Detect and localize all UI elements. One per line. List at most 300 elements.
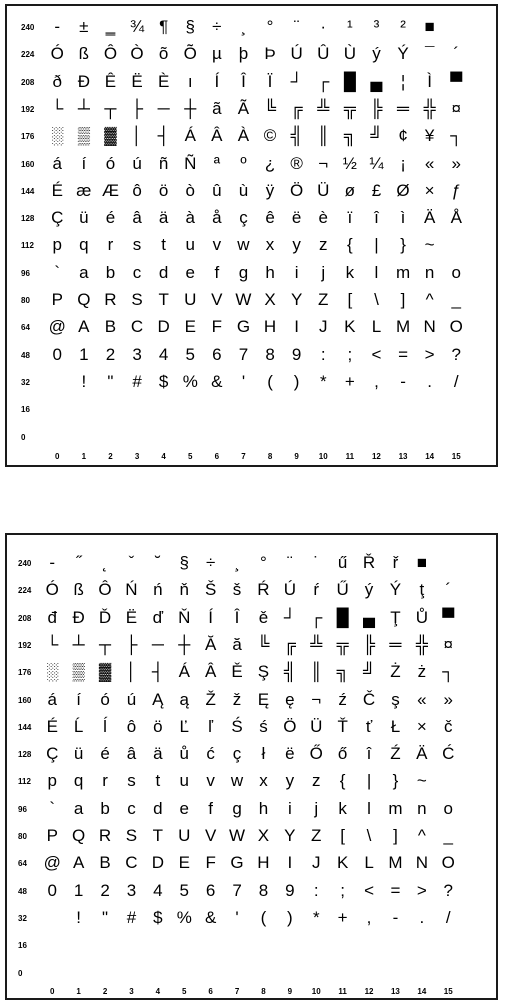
char-cell: Q bbox=[77, 290, 91, 309]
char-cell bbox=[177, 428, 204, 445]
char-cell: 3 bbox=[126, 880, 137, 900]
row-label: 176 bbox=[21, 132, 35, 142]
char-cell: q bbox=[73, 771, 84, 791]
char-cell: ò bbox=[185, 180, 195, 200]
char-cell: 6 bbox=[212, 344, 222, 364]
char-cell bbox=[443, 428, 470, 445]
char-cell: └ bbox=[51, 98, 64, 118]
char-cell: ╠ bbox=[370, 98, 383, 118]
char-cell: ô bbox=[132, 180, 142, 200]
char-cell: n bbox=[424, 262, 435, 282]
column-label: 15 bbox=[443, 987, 453, 996]
char-cell bbox=[44, 428, 71, 445]
char-cell: ▓ bbox=[98, 662, 112, 682]
char-cell: ¬ bbox=[311, 689, 322, 709]
char-cell: K bbox=[336, 853, 349, 873]
char-cell: À bbox=[237, 126, 250, 146]
char-cell: ù bbox=[238, 180, 249, 200]
char-cell: ╬ bbox=[423, 98, 436, 118]
char-cell: I bbox=[287, 853, 293, 873]
char-cell: č bbox=[444, 716, 453, 736]
char-cell: N bbox=[415, 853, 428, 873]
char-cell: } bbox=[392, 771, 399, 791]
char-cell bbox=[224, 964, 251, 981]
char-cell: ▓ bbox=[104, 126, 117, 146]
char-cell: ═ bbox=[389, 634, 402, 654]
row-label: 176 bbox=[18, 668, 32, 678]
char-cell: v bbox=[206, 771, 215, 791]
char-cell: § bbox=[179, 553, 189, 572]
char-cell: ¢ bbox=[398, 126, 408, 146]
char-cell: ╩ bbox=[310, 634, 323, 654]
char-cell: ■ bbox=[424, 17, 435, 36]
char-cell: Ń bbox=[125, 580, 138, 600]
char-cell: r bbox=[102, 771, 108, 791]
char-cell: ł bbox=[261, 744, 266, 764]
char-cell: ¯ bbox=[424, 44, 435, 64]
char-cell: ŕ bbox=[313, 580, 320, 600]
char-cell: ┼ bbox=[178, 634, 191, 654]
char-cell bbox=[283, 400, 310, 417]
char-cell: ┼ bbox=[184, 98, 197, 118]
char-cell bbox=[92, 964, 119, 981]
char-cell: X bbox=[257, 826, 270, 845]
char-cell: ¶ bbox=[159, 17, 169, 36]
char-cell: - bbox=[49, 553, 56, 572]
char-cell: i bbox=[287, 798, 292, 818]
char-cell: ┬ bbox=[99, 634, 112, 654]
char-cell: ╚ bbox=[257, 634, 270, 654]
row-label: 16 bbox=[21, 405, 30, 415]
char-cell: ë bbox=[291, 208, 302, 228]
char-cell: [ bbox=[340, 826, 345, 845]
char-cell bbox=[197, 936, 224, 953]
char-cell bbox=[443, 236, 470, 253]
char-cell: ú bbox=[132, 153, 142, 173]
char-cell: = bbox=[398, 344, 409, 364]
char-cell: B bbox=[99, 853, 111, 873]
char-cell: Â bbox=[204, 662, 217, 682]
char-cell: ą bbox=[179, 689, 189, 709]
char-cell bbox=[329, 964, 356, 981]
char-cell bbox=[277, 936, 304, 953]
char-cell: V bbox=[204, 826, 217, 845]
char-cell: ╩ bbox=[317, 98, 330, 118]
char-cell: ╠ bbox=[363, 634, 376, 654]
column-label: 9 bbox=[287, 987, 293, 996]
char-cell: Ę bbox=[257, 689, 270, 709]
char-cell: L bbox=[371, 317, 382, 337]
char-cell: R bbox=[104, 290, 117, 309]
char-cell: . bbox=[419, 907, 425, 927]
char-cell: ˇ bbox=[128, 553, 135, 572]
row-label: 0 bbox=[21, 432, 26, 442]
char-cell: ╣ bbox=[283, 662, 296, 682]
row-label: 208 bbox=[21, 77, 35, 87]
char-cell: < bbox=[364, 880, 375, 900]
char-cell: T bbox=[152, 826, 164, 845]
char-cell: 2 bbox=[105, 344, 116, 364]
char-cell: Æ bbox=[101, 180, 119, 200]
char-cell: y bbox=[292, 235, 301, 255]
char-cell: j bbox=[314, 798, 319, 818]
char-cell: đ bbox=[47, 607, 57, 627]
char-cell: ü bbox=[79, 208, 89, 228]
char-cell: Ç bbox=[51, 208, 64, 228]
char-cell: s bbox=[132, 235, 142, 255]
char-cell: « bbox=[417, 689, 427, 709]
row-label: 160 bbox=[21, 159, 35, 169]
char-cell: Ű bbox=[336, 580, 349, 600]
char-cell: > bbox=[416, 880, 427, 900]
char-cell: E bbox=[178, 853, 190, 873]
char-cell: i bbox=[294, 262, 299, 282]
column-label: 2 bbox=[102, 987, 108, 996]
char-cell: ż bbox=[417, 662, 427, 682]
char-cell: Ó bbox=[50, 44, 64, 64]
char-cell: m bbox=[395, 262, 411, 282]
char-cell: ° bbox=[260, 553, 267, 572]
char-cell: í bbox=[76, 689, 81, 709]
char-cell: Â bbox=[211, 126, 223, 146]
char-cell bbox=[171, 964, 198, 981]
char-cell: £ bbox=[371, 180, 382, 200]
char-cell: Đ bbox=[72, 607, 85, 627]
char-cell: ï bbox=[347, 208, 353, 228]
char-cell bbox=[124, 400, 151, 417]
char-cell: j bbox=[321, 262, 326, 282]
char-cell: ³ bbox=[373, 17, 380, 36]
char-cell bbox=[118, 936, 145, 953]
char-cell: ─ bbox=[151, 634, 164, 654]
char-cell: ) bbox=[287, 907, 293, 927]
char-cell: ð bbox=[52, 71, 62, 91]
char-cell bbox=[39, 964, 66, 981]
char-cell bbox=[435, 772, 462, 789]
char-cell: ╬ bbox=[415, 634, 428, 654]
char-cell: Ë bbox=[125, 607, 138, 627]
char-cell: @ bbox=[48, 317, 66, 337]
char-cell: Í bbox=[214, 71, 220, 91]
char-cell: e bbox=[185, 262, 195, 282]
char-cell bbox=[363, 400, 390, 417]
char-cell: ń bbox=[153, 580, 163, 600]
char-cell: ▄ bbox=[370, 71, 383, 91]
char-cell: O bbox=[441, 853, 455, 873]
column-label: 7 bbox=[234, 987, 240, 996]
char-cell: │ bbox=[126, 662, 137, 682]
char-cell: Ő bbox=[309, 744, 323, 764]
char-cell: = bbox=[390, 880, 401, 900]
char-cell: ű bbox=[337, 553, 348, 572]
char-cell: d bbox=[153, 798, 163, 818]
char-cell: O bbox=[449, 317, 463, 337]
char-cell: ß bbox=[73, 580, 84, 600]
char-cell: Y bbox=[290, 290, 303, 309]
char-cell: Š bbox=[204, 580, 217, 600]
char-cell: Ï bbox=[267, 71, 273, 91]
char-cell: Ť bbox=[337, 716, 348, 736]
char-cell: W bbox=[235, 290, 252, 309]
char-cell bbox=[204, 428, 231, 445]
char-cell: 8 bbox=[258, 880, 269, 900]
char-cell bbox=[443, 18, 470, 35]
char-cell: ć bbox=[206, 744, 215, 764]
char-cell: b bbox=[105, 262, 116, 282]
char-cell: ÷ bbox=[212, 17, 222, 36]
char-cell: s bbox=[127, 771, 136, 791]
char-cell: â bbox=[132, 208, 142, 228]
char-cell: å bbox=[212, 208, 222, 228]
char-cell: ╦ bbox=[336, 634, 349, 654]
char-cell: × bbox=[416, 716, 427, 736]
column-label: 13 bbox=[398, 452, 408, 461]
char-cell: 4 bbox=[158, 344, 169, 364]
char-cell: $ bbox=[158, 371, 169, 391]
char-cell: ý bbox=[372, 44, 381, 64]
row-label: 48 bbox=[21, 350, 30, 360]
char-cell bbox=[390, 400, 417, 417]
row-label: 48 bbox=[18, 886, 27, 896]
char-cell: ˛ bbox=[102, 553, 108, 572]
char-cell: ¼ bbox=[369, 153, 384, 173]
char-cell: Ż bbox=[390, 662, 401, 682]
char-cell: u bbox=[185, 235, 195, 255]
character-grid bbox=[7, 6, 496, 465]
char-cell: ă bbox=[232, 634, 242, 654]
char-cell: p bbox=[52, 235, 62, 255]
row-label: 144 bbox=[21, 186, 35, 196]
char-cell: Ĺ bbox=[73, 716, 84, 736]
row-label: 144 bbox=[18, 722, 32, 732]
char-cell: \ bbox=[374, 290, 379, 309]
char-cell bbox=[92, 936, 119, 953]
char-cell: n bbox=[417, 798, 427, 818]
char-cell bbox=[303, 936, 330, 953]
char-cell: A bbox=[78, 317, 90, 337]
char-cell: õ bbox=[158, 44, 169, 64]
char-cell: x bbox=[259, 771, 268, 791]
char-cell: ¨ bbox=[293, 17, 300, 36]
char-cell: ) bbox=[293, 371, 300, 391]
char-cell: m bbox=[388, 798, 403, 818]
char-cell bbox=[283, 428, 310, 445]
char-cell: J bbox=[319, 317, 328, 337]
char-cell: ž bbox=[232, 689, 242, 709]
char-cell: º bbox=[240, 153, 247, 173]
char-cell bbox=[329, 936, 356, 953]
char-cell: / bbox=[453, 371, 459, 391]
char-cell: | bbox=[366, 771, 372, 791]
char-cell: ▄ bbox=[363, 607, 376, 627]
row-label: 208 bbox=[18, 613, 32, 623]
char-cell: 0 bbox=[52, 344, 62, 364]
char-cell: Ă bbox=[204, 634, 217, 654]
column-label: 13 bbox=[390, 987, 400, 996]
column-label: 9 bbox=[294, 452, 299, 461]
char-cell bbox=[409, 964, 436, 981]
char-cell: y bbox=[285, 771, 295, 791]
char-cell: & bbox=[204, 907, 217, 927]
char-cell bbox=[337, 428, 364, 445]
char-cell: ª bbox=[213, 153, 220, 173]
char-cell: @ bbox=[43, 853, 61, 873]
char-cell: d bbox=[158, 262, 169, 282]
char-cell: 9 bbox=[291, 344, 302, 364]
char-cell bbox=[310, 428, 337, 445]
char-cell bbox=[382, 964, 409, 981]
row-label: 224 bbox=[21, 50, 35, 60]
char-cell: T bbox=[158, 290, 169, 309]
char-cell: « bbox=[424, 153, 435, 173]
char-cell: î bbox=[366, 744, 372, 764]
char-cell bbox=[224, 936, 251, 953]
char-cell: í bbox=[81, 153, 87, 173]
char-cell: < bbox=[371, 344, 382, 364]
char-cell: , bbox=[366, 907, 372, 927]
char-cell: ║ bbox=[317, 126, 330, 146]
column-label: 6 bbox=[208, 987, 213, 996]
char-cell: ¡ bbox=[400, 153, 406, 173]
char-cell: ¸ bbox=[240, 17, 247, 36]
row-label: 240 bbox=[18, 559, 32, 568]
char-cell: ! bbox=[76, 907, 81, 927]
char-cell: ~ bbox=[416, 771, 427, 791]
char-cell bbox=[150, 428, 177, 445]
char-cell: ¾ bbox=[129, 17, 145, 36]
char-cell: ś bbox=[259, 716, 268, 736]
char-cell: ( bbox=[267, 371, 273, 391]
char-cell: K bbox=[344, 317, 356, 337]
char-cell: ═ bbox=[397, 98, 410, 118]
char-cell: ▀ bbox=[450, 71, 463, 91]
char-cell: Ľ bbox=[179, 716, 189, 736]
char-cell: Ê bbox=[104, 71, 117, 91]
char-cell: ® bbox=[290, 153, 303, 173]
char-cell: ç bbox=[239, 208, 248, 228]
char-cell: - bbox=[400, 371, 406, 391]
char-cell: ¬ bbox=[318, 153, 329, 173]
char-cell: ť bbox=[365, 716, 373, 736]
char-cell: ┌ bbox=[310, 607, 323, 627]
char-cell: ö bbox=[158, 180, 169, 200]
char-cell: ‗ bbox=[105, 17, 116, 36]
char-cell bbox=[171, 936, 198, 953]
char-cell: ─ bbox=[157, 98, 170, 118]
char-cell: µ bbox=[211, 44, 222, 64]
char-cell: C bbox=[125, 853, 138, 873]
char-cell: ˘ bbox=[155, 553, 161, 572]
char-cell: 3 bbox=[132, 344, 142, 364]
char-cell: ´ bbox=[453, 44, 460, 64]
char-cell: á bbox=[52, 153, 62, 173]
column-label: 12 bbox=[371, 452, 381, 461]
char-cell: Ü bbox=[310, 716, 323, 736]
char-cell: ` bbox=[49, 798, 56, 818]
char-cell: Ú bbox=[283, 580, 296, 600]
char-cell: É bbox=[46, 716, 58, 736]
char-cell: Ò bbox=[130, 44, 144, 64]
char-cell: ┴ bbox=[77, 98, 90, 118]
char-cell: █ bbox=[343, 71, 356, 91]
char-cell: e bbox=[179, 798, 189, 818]
char-cell: H bbox=[263, 317, 277, 337]
char-cell: . bbox=[427, 371, 432, 391]
char-cell: ┌ bbox=[317, 71, 330, 91]
char-cell: A bbox=[72, 853, 85, 873]
char-cell: Ş bbox=[257, 662, 270, 682]
char-cell: * bbox=[312, 907, 320, 927]
char-cell: ] bbox=[400, 290, 406, 309]
char-cell bbox=[97, 428, 124, 445]
char-cell: è bbox=[318, 208, 328, 228]
char-cell: · bbox=[320, 17, 327, 36]
char-cell: ┴ bbox=[72, 634, 85, 654]
char-cell: + bbox=[337, 907, 348, 927]
char-cell: Ź bbox=[390, 744, 401, 764]
char-cell bbox=[39, 909, 66, 926]
char-cell: ┐ bbox=[450, 126, 463, 146]
char-cell: │ bbox=[131, 126, 143, 146]
char-cell: k bbox=[338, 798, 347, 818]
char-cell: š bbox=[232, 580, 242, 600]
char-cell: g bbox=[238, 262, 249, 282]
char-cell: Ì bbox=[427, 71, 432, 91]
char-cell: ƒ bbox=[451, 180, 461, 200]
char-cell: ] bbox=[393, 826, 398, 845]
char-cell: Y bbox=[284, 826, 296, 845]
char-cell: ¸ bbox=[234, 553, 240, 572]
char-cell: ■ bbox=[416, 553, 427, 572]
char-cell bbox=[363, 428, 390, 445]
char-cell bbox=[409, 936, 436, 953]
char-cell: Ň bbox=[178, 607, 191, 627]
char-cell: ° bbox=[266, 17, 274, 36]
char-cell: t bbox=[161, 235, 166, 255]
column-label: 11 bbox=[345, 452, 355, 461]
column-label: 7 bbox=[241, 452, 246, 461]
code-page-table-2 bbox=[5, 533, 498, 1000]
row-label: 64 bbox=[21, 323, 30, 333]
char-cell: a bbox=[79, 262, 89, 282]
char-cell: ì bbox=[400, 208, 406, 228]
char-cell: ě bbox=[258, 607, 269, 627]
char-cell bbox=[257, 400, 284, 417]
char-cell: ( bbox=[260, 907, 267, 927]
column-label: 1 bbox=[81, 452, 87, 461]
column-label: 3 bbox=[134, 452, 140, 461]
char-cell bbox=[118, 964, 145, 981]
char-cell: Ë bbox=[131, 71, 143, 91]
row-label: 128 bbox=[18, 750, 32, 760]
row-label: 80 bbox=[21, 296, 30, 305]
char-cell: ţ bbox=[419, 580, 425, 600]
character-grid bbox=[7, 535, 496, 998]
char-cell: ^ bbox=[425, 290, 434, 309]
char-cell: ├ bbox=[131, 98, 144, 118]
char-cell: E bbox=[184, 317, 196, 337]
char-cell: Í bbox=[208, 607, 213, 627]
char-cell: r bbox=[107, 235, 114, 255]
char-cell: ▒ bbox=[72, 662, 85, 682]
char-cell bbox=[177, 400, 204, 417]
char-cell: Å bbox=[450, 208, 462, 228]
char-cell: - bbox=[54, 17, 61, 36]
char-cell: c bbox=[132, 262, 142, 282]
char-cell: ÷ bbox=[205, 553, 216, 572]
char-cell bbox=[250, 964, 277, 981]
char-cell: _ bbox=[451, 290, 461, 309]
